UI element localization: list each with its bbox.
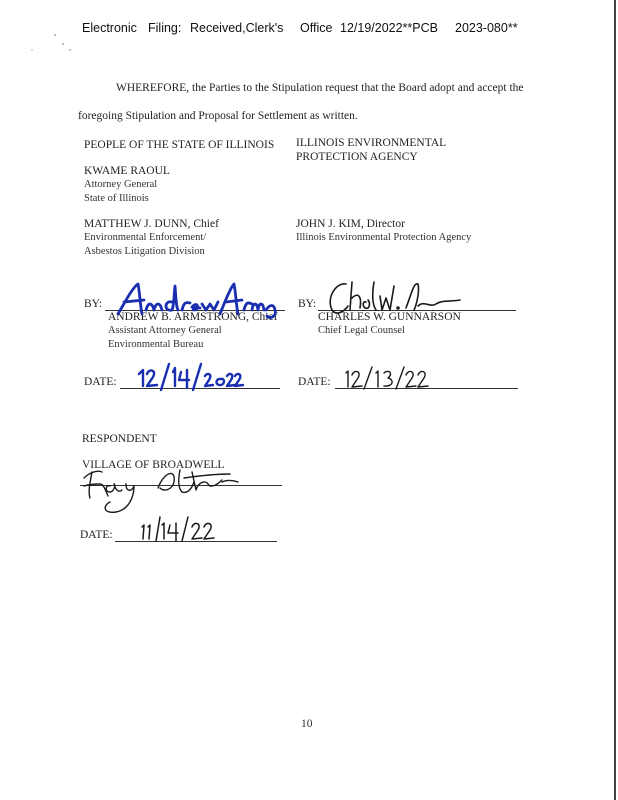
director-name: JOHN J. KIM, Director (296, 218, 405, 230)
director-agency: Illinois Environmental Protection Agency (296, 232, 472, 243)
header-filing: Filing: (148, 21, 182, 35)
iepa-heading-2: PROTECTION AGENCY (296, 151, 418, 163)
gunnarson-signature (322, 278, 462, 318)
armstrong-title: Assistant Attorney General (108, 325, 222, 336)
by-label-right: BY: (298, 298, 317, 310)
paragraph-line-2: foregoing Stipulation and Proposal for Settlement as written. (78, 110, 358, 122)
chief-division-1: Environmental Enforcement/ (84, 232, 207, 243)
armstrong-signature (112, 280, 282, 320)
iepa-heading-1: ILLINOIS ENVIRONMENTAL (296, 137, 447, 149)
by-label-left: BY: (84, 298, 103, 310)
date-label-respondent: DATE: (80, 529, 113, 541)
people-party-heading: PEOPLE OF THE STATE OF ILLINOIS (84, 139, 275, 151)
ag-title: Attorney General (84, 179, 158, 190)
header-case-number: 2023-080** (455, 21, 518, 35)
date-label-left: DATE: (84, 376, 117, 388)
armstrong-date-handwriting (135, 362, 245, 392)
ag-state: State of Illinois (84, 193, 149, 204)
armstrong-name: ANDREW B. ARMSTRONG, Chief (108, 311, 278, 323)
chief-division-2: Asbestos Litigation Division (84, 246, 205, 257)
header-electronic: Electronic (82, 21, 137, 35)
chief-name: MATTHEW J. DUNN, Chief (84, 218, 219, 230)
respondent-date-handwriting (138, 517, 218, 543)
header-received: Received,Clerk's (190, 21, 284, 35)
header-date: 12/19/2022**PCB (340, 21, 438, 35)
gunnarson-title: Chief Legal Counsel (318, 325, 405, 336)
page-number: 10 (301, 718, 313, 730)
gunnarson-name: CHARLES W. GUNNARSON (318, 311, 461, 323)
ag-name: KWAME RAOUL (84, 165, 170, 177)
respondent-name: VILLAGE OF BROADWELL (82, 459, 225, 471)
page-edge (614, 0, 616, 800)
date-label-right: DATE: (298, 376, 331, 388)
armstrong-bureau: Environmental Bureau (108, 339, 204, 350)
header-office: Office (300, 21, 333, 35)
respondent-heading: RESPONDENT (82, 433, 157, 445)
paragraph-line-1: WHEREFORE, the Parties to the Stipulation request that the Board adopt and accept the (116, 82, 524, 94)
gunnarson-date-handwriting (342, 367, 432, 391)
respondent-signature (80, 458, 250, 520)
scan-specks (0, 0, 80, 60)
